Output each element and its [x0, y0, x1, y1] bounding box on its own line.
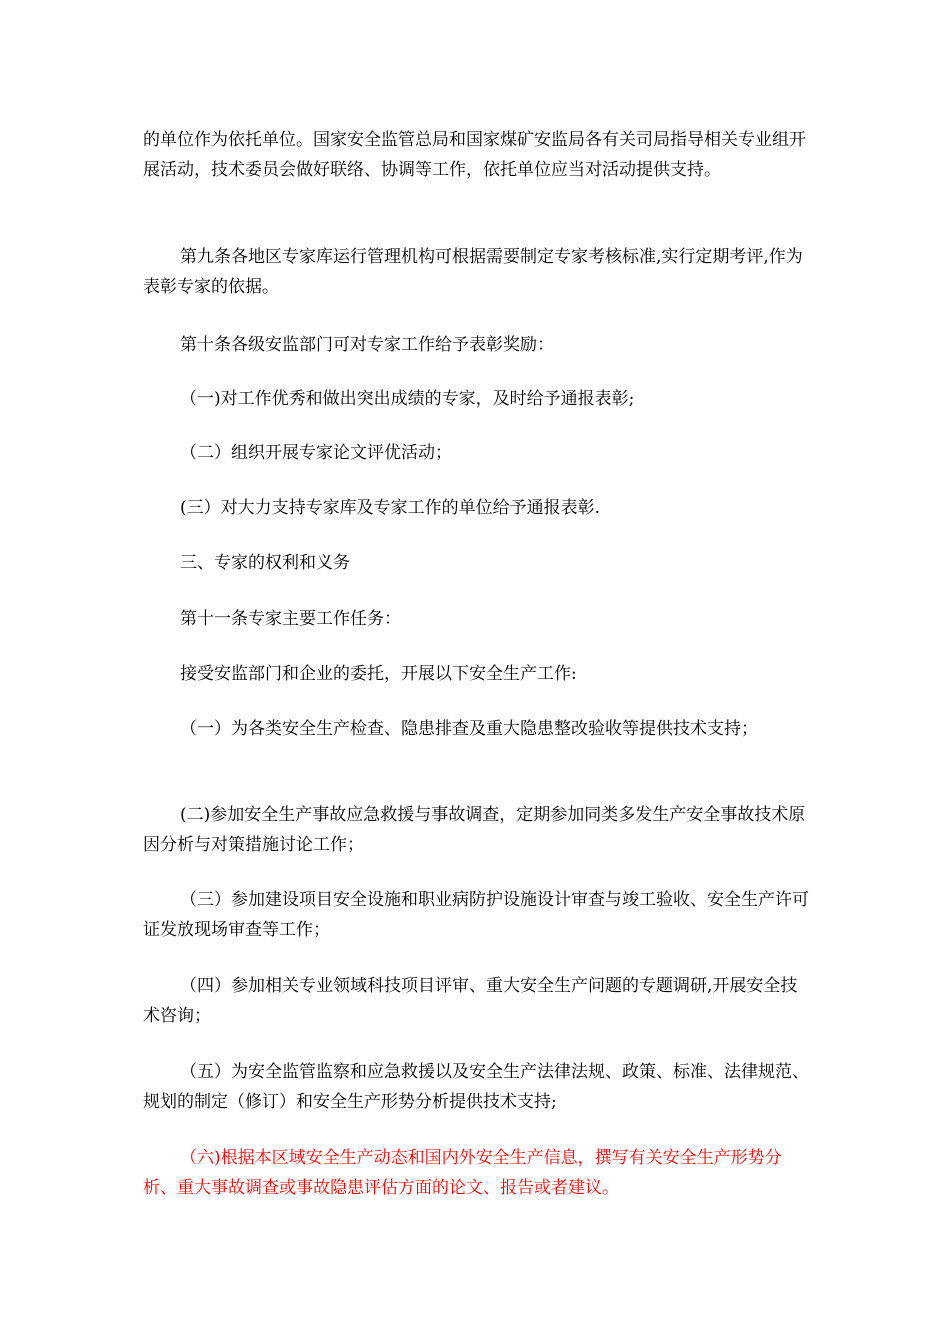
paragraph-article-11-item-3: （三）参加建设项目安全设施和职业病防护设施设计审查与竣工验收、安全生产许可证发放现场审查等工作； — [143, 890, 809, 940]
paragraph-article-11: 第十一条专家主要工作任务： — [180, 609, 401, 629]
paragraph-article-10-item-3: (三）对大力支持专家库及专家工作的单位给予通报表彰. — [180, 498, 601, 518]
paragraph-article-10-item-1: （一)对工作优秀和做出突出成绩的专家，及时给予通报表彰; — [180, 389, 635, 409]
paragraph-article-10-item-2: （二）组织开展专家论文评优活动； — [180, 443, 452, 463]
paragraph-article-11-item-6-highlighted: （六)根据本区域安全生产动态和国内外安全生产信息，撰写有关安全生产形势分析、重大事故调查或事故隐患评估方面的论文、报告或者建议。 — [143, 1148, 782, 1198]
paragraph-article-11-item-4: （四）参加相关专业领域科技项目评审、重大安全生产问题的专题调研,开展安全技术咨询； — [143, 976, 798, 1026]
paragraph-article-9: 第九条各地区专家库运行管理机构可根据需要制定专家考核标准,实行定期考评,作为表彰专家的依据。 — [143, 247, 803, 297]
paragraph-article-11-item-1: （一）为各类安全生产检查、隐患排查及重大隐患整改验收等提供技术支持； — [180, 719, 758, 739]
paragraph-article-10: 第十条各级安监部门可对专家工作给予表彰奖励： — [180, 335, 554, 355]
paragraph-article-11-intro: 接受安监部门和企业的委托，开展以下安全生产工作: — [180, 664, 577, 684]
paragraph-article-11-item-5: （五）为安全监管监察和应急救援以及安全生产法律法规、政策、标准、法律规范、规划的制定（修订）和安全生产形势分析提供技术支持; — [143, 1062, 809, 1112]
section-heading-rights-duties: 三、专家的权利和义务 — [180, 553, 350, 573]
paragraph-article-11-item-2: (二)参加安全生产事故应急救援与事故调查，定期参加同类多发生产安全事故技术原因分析与对策措施讨论工作； — [143, 805, 806, 855]
paragraph-continuation: 的单位作为依托单位。国家安全监管总局和国家煤矿安监局各有关司局指导相关专业组开展活动，技术委员会做好联络、协调等工作，依托单位应当对活动提供支持。 — [143, 130, 806, 180]
